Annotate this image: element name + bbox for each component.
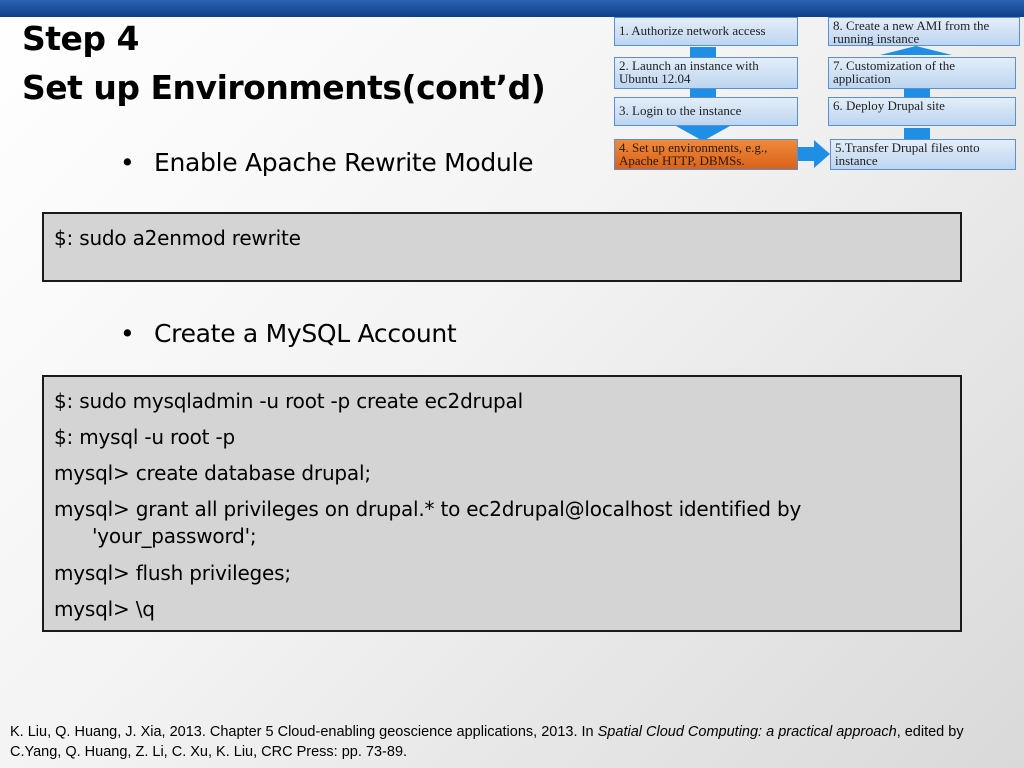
bullet-text: Enable Apache Rewrite Module: [154, 148, 534, 177]
code-line: mysql> create database drupal;: [54, 461, 371, 485]
workflow-step-2: 2. Launch an instance with Ubuntu 12.04: [614, 57, 798, 89]
code-line: $: sudo a2enmod rewrite: [54, 226, 301, 250]
citation-part-2: , edited by C.Yang, Q. Huang, Z. Li, C. Xu, K. Liu, CRC Press: pp. 73-89.: [10, 724, 964, 760]
code-line: $: sudo mysqladmin -u root -p create ec2drupal: [54, 389, 523, 413]
citation-part-1: K. Liu, Q. Huang, J. Xia, 2013. Chapter 5 Cloud-enabling geoscience applications, 2013. In: [10, 724, 598, 740]
code-line: mysql> flush privileges;: [54, 561, 291, 585]
bullet-enable-apache-rewrite: [120, 148, 533, 177]
bullet-dot: •: [120, 319, 135, 348]
code-block-mysql: [42, 375, 962, 632]
workflow-step-4-active: 4. Set up environments, e.g., Apache HTTP, DBMSs.: [614, 139, 798, 170]
slide-title-line-1: Step 4: [22, 19, 139, 58]
workflow-step-1: 1. Authorize network access: [614, 17, 798, 46]
code-line: mysql> \q: [54, 597, 155, 621]
workflow-step-6: 6. Deploy Drupal site: [828, 97, 1016, 126]
bullet-dot: •: [120, 148, 135, 177]
code-block-apache: [42, 212, 962, 282]
code-line: mysql> grant all privileges on drupal.* to ec2drupal@localhost identified by: [54, 497, 802, 521]
workflow-step-3: 3. Login to the instance: [614, 97, 798, 126]
citation-book-title: Spatial Cloud Computing: a practical approach: [597, 724, 897, 740]
slide-title-line-2: Set up Environments(cont’d): [22, 68, 546, 107]
bullet-create-mysql-account: [120, 319, 456, 348]
workflow-step-7: 7. Customization of the application: [828, 57, 1016, 89]
code-line: $: mysql -u root -p: [54, 425, 235, 449]
code-line-continuation: 'your_password';: [92, 524, 257, 548]
citation-footer: [10, 722, 1010, 762]
workflow-step-5: 5.Transfer Drupal files onto instance: [830, 139, 1016, 170]
bullet-text: Create a MySQL Account: [154, 319, 457, 348]
workflow-step-8: 8. Create a new AMI from the running instance: [828, 17, 1020, 46]
